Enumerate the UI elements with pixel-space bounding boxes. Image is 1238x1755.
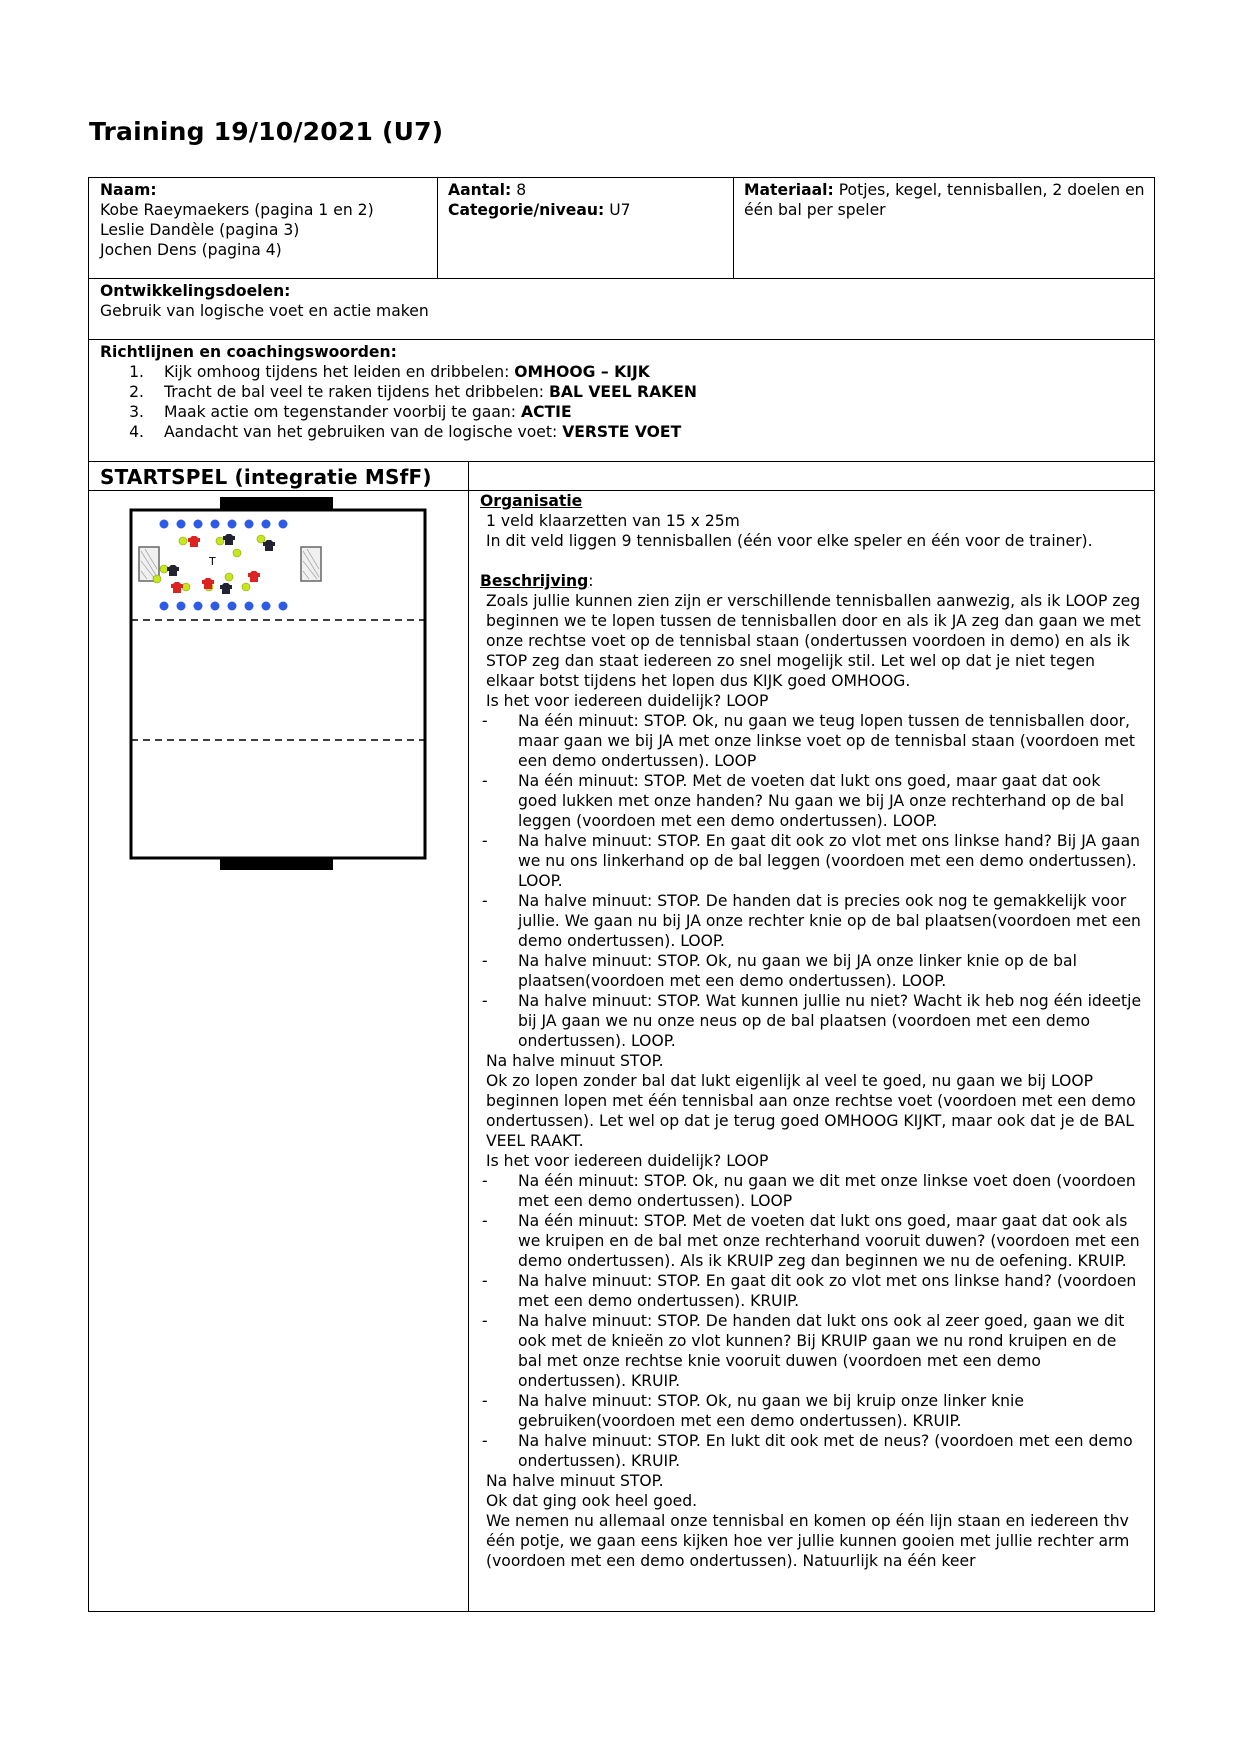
list-text: Na één minuut: STOP. Met de voeten dat lukt ons goed, maar gaat dat ook goed lukken met onze handen? Nu gaan we bij JA onze rechterhand op de bal leggen (voordoen met een demo ondertussen). LOOP. bbox=[518, 772, 1125, 830]
paragraph: We nemen nu allemaal onze tennisbal en komen op één lijn staan en iedereen thv één potje, we gaan eens kijken hoe ver jullie kunnen gooien met jullie rechter arm (voordoen met een demo ondertussen). Natuurlijk na één keer bbox=[486, 1512, 1130, 1570]
materiaal-label: Materiaal: bbox=[744, 181, 834, 199]
list-item bbox=[100, 362, 697, 382]
list-text: Na halve minuut: STOP. En gaat dit ook zo vlot met ons linkse hand? (voordoen met een demo ondertussen). KRUIP. bbox=[518, 1272, 1137, 1310]
ontwikkelingsdoelen-text: Gebruik van logische voet en actie maken bbox=[100, 302, 429, 320]
item-number: 1. bbox=[129, 363, 144, 381]
materiaal-cell bbox=[734, 178, 1154, 278]
paragraph: Na halve minuut STOP. bbox=[486, 1052, 664, 1070]
naam-cell bbox=[89, 178, 438, 278]
startspel-title: STARTSPEL (integratie MSfF) bbox=[89, 462, 469, 490]
list-text: Na halve minuut: STOP. De handen dat lukt ons ook al zeer goed, gaan we dit ook met de knieën zo vlot kunnen? Bij KRUIP gaan we nu rond kruipen en de bal met onze rechtse knie vooruit duwen (voordoen met een demo ondertussen). KRUIP. bbox=[518, 1312, 1125, 1390]
item-number: 4. bbox=[129, 423, 144, 441]
startspel-header-row bbox=[89, 462, 1154, 491]
list-item: - Na halve minuut: STOP. Ok, nu gaan we bij kruip onze linker knie gebruiken(voordoen met een demo ondertussen). KRUIP. bbox=[480, 1391, 1144, 1431]
paragraph: Ok zo lopen zonder bal dat lukt eigenlijk al veel te goed, nu gaan we bij LOOP beginnen lopen met één tennisbal aan onze rechtse voet (voordoen met een demo ondertussen). Let wel op dat je terug goed OMHOOG KIJKT, maar ook dat je de BAL VEEL RAAKT. bbox=[486, 1072, 1136, 1150]
naam-line: Jochen Dens (pagina 4) bbox=[100, 241, 282, 259]
list-text: Na halve minuut: STOP. Ok, nu gaan we bij kruip onze linker knie gebruiken(voordoen met een demo ondertussen). KRUIP. bbox=[518, 1392, 1024, 1430]
list-text: Na halve minuut: STOP. Wat kunnen jullie nu niet? Wacht ik heb nog één ideetje bij JA gaan we nu onze neus op de bal plaatsen (voordoen met een demo ondertussen). LOOP. bbox=[518, 992, 1142, 1050]
colon: : bbox=[588, 572, 594, 590]
list-item: - Na halve minuut: STOP. En gaat dit ook zo vlot met ons linkse hand? (voordoen met een demo ondertussen). KRUIP. bbox=[480, 1271, 1144, 1311]
item-text: Kijk omhoog tijdens het leiden en dribbelen: bbox=[164, 363, 515, 381]
list-item: - Na één minuut: STOP. Ok, nu gaan we teug lopen tussen de tennisballen door, maar gaan we bij JA met onze linkse voet op de tennisbal staan (voordoen met een demo ondertussen). LOOP bbox=[480, 711, 1144, 771]
paragraph: Is het voor iedereen duidelijk? LOOP bbox=[486, 692, 769, 710]
paragraph: Na halve minuut STOP. bbox=[486, 1472, 664, 1490]
organisatie-line: 1 veld klaarzetten van 15 x 25m bbox=[486, 512, 740, 530]
paragraph: Is het voor iedereen duidelijk? LOOP bbox=[486, 1152, 769, 1170]
list-item: - Na één minuut: STOP. Met de voeten dat lukt ons goed, maar gaat dat ook als we kruipen en de bal met onze rechterhand vooruit duwen? (voordoen met een demo ondertussen). Als ik KRUIP zeg dan beginnen we nu de oefening. KRUIP. bbox=[480, 1211, 1144, 1271]
cones-top bbox=[160, 520, 288, 529]
list-item: - Na halve minuut: STOP. De handen dat is precies ook nog te gemakkelijk voor jullie. We gaan nu bij JA onze rechter knie op de bal plaatsen(voordoen met een demo ondertussen). LOOP. bbox=[480, 891, 1144, 951]
list-item: - Na halve minuut: STOP. Wat kunnen jullie nu niet? Wacht ik heb nog één ideetje bij JA gaan we nu onze neus op de bal plaatsen (voordoen met een demo ondertussen). LOOP. bbox=[480, 991, 1144, 1051]
list-text: Na één minuut: STOP. Ok, nu gaan we dit met onze linkse voet doen (voordoen met een demo ondertussen). LOOP bbox=[518, 1172, 1136, 1210]
coaching-word: OMHOOG – KIJK bbox=[514, 363, 650, 381]
empty-cell bbox=[469, 462, 1154, 490]
richtlijnen-row bbox=[89, 340, 1154, 462]
list-text: Na één minuut: STOP. Met de voeten dat lukt ons goed, maar gaat dat ook als we kruipen en de bal met onze rechterhand vooruit duwen? (voordoen met een demo ondertussen). Als ik KRUIP zeg dan beginnen we nu de oefening. KRUIP. bbox=[518, 1212, 1140, 1270]
naam-label: Naam: bbox=[100, 181, 157, 199]
materiaal-value: Potjes, kegel, tennisballen, 2 doelen en één bal per speler bbox=[744, 181, 1145, 219]
organisatie-line: In dit veld liggen 9 tennisballen (één voor elke speler en één voor de trainer). bbox=[486, 532, 1093, 550]
richtlijnen-list bbox=[100, 362, 697, 442]
aantal-value: 8 bbox=[511, 181, 527, 199]
field-diagram bbox=[89, 491, 469, 871]
aantal-cell bbox=[438, 178, 734, 278]
coaching-word: VERSTE VOET bbox=[562, 423, 682, 441]
richtlijnen-label: Richtlijnen en coachingswoorden: bbox=[100, 343, 397, 361]
paragraph: Ok dat ging ook heel goed. bbox=[486, 1492, 698, 1510]
categorie-label: Categorie/niveau: bbox=[448, 201, 605, 219]
aantal-label: Aantal: bbox=[448, 181, 512, 199]
ontwikkelingsdoelen-label: Ontwikkelingsdoelen: bbox=[100, 282, 291, 300]
list-item bbox=[100, 422, 697, 442]
list-text: Na halve minuut: STOP. En lukt dit ook met de neus? (voordoen met een demo ondertussen). KRUIP. bbox=[518, 1432, 1133, 1470]
coaching-word: ACTIE bbox=[521, 403, 572, 421]
field-outline bbox=[131, 510, 425, 858]
diagram-cell bbox=[89, 491, 469, 1611]
list-item: - Na halve minuut: STOP. En gaat dit ook zo vlot met ons linkse hand? Bij JA gaan we nu ons linkerhand op de bal leggen (voordoen met een demo ondertussen). LOOP. bbox=[480, 831, 1144, 891]
richtlijnen-cell bbox=[89, 340, 708, 461]
item-text: Aandacht van het gebruiken van de logische voet: bbox=[164, 423, 563, 441]
paragraph: Zoals jullie kunnen zien zijn er verschillende tennisballen aanwezig, als ik LOOP zeg beginnen we te lopen tussen de tennisballen door en als ik JA zeg dan gaan we met onze rechtse voet op de tennisbal staan (ondertussen voordoen in demo) en als ik STOP zeg dan staat iedereen zo snel mogelijk stil. Let wel op dat je niet tegen elkaar botst tijdens het lopen dus KIJK goed OMHOOG. bbox=[486, 592, 1141, 690]
beschrijving-heading: Beschrijving bbox=[480, 572, 589, 590]
small-goal-right bbox=[301, 547, 321, 581]
list-item: - Na één minuut: STOP. Ok, nu gaan we dit met onze linkse voet doen (voordoen met een demo ondertussen). LOOP bbox=[480, 1171, 1144, 1211]
description-cell bbox=[469, 491, 1154, 1611]
coaching-word: BAL VEEL RAKEN bbox=[549, 383, 697, 401]
list-item bbox=[100, 382, 697, 402]
training-table bbox=[88, 177, 1155, 1612]
list-item: - Na één minuut: STOP. Met de voeten dat lukt ons goed, maar gaat dat ook goed lukken met onze handen? Nu gaan we bij JA onze rechterhand op de bal leggen (voordoen met een demo ondertussen). LOOP. bbox=[480, 771, 1144, 831]
naam-line: Leslie Dandèle (pagina 3) bbox=[100, 221, 300, 239]
document-title: Training 19/10/2021 (U7) bbox=[89, 117, 444, 146]
goal-top bbox=[220, 497, 333, 510]
startspel-content-row bbox=[89, 491, 1154, 1611]
list-item: - Na halve minuut: STOP. De handen dat lukt ons ook al zeer goed, gaan we dit ook met de knieën zo vlot kunnen? Bij KRUIP gaan we nu rond kruipen en de bal met onze rechtse knie vooruit duwen (voordoen met een demo ondertussen). KRUIP. bbox=[480, 1311, 1144, 1391]
ontwikkelingsdoelen-cell bbox=[89, 279, 440, 339]
item-number: 3. bbox=[129, 403, 144, 421]
header-row bbox=[89, 178, 1154, 279]
organisatie-heading: Organisatie bbox=[480, 492, 583, 510]
naam-line: Kobe Raeymaekers (pagina 1 en 2) bbox=[100, 201, 374, 219]
list-item: - Na halve minuut: STOP. Ok, nu gaan we bij JA onze linker knie op de bal plaatsen(voordoen met een demo ondertussen). LOOP. bbox=[480, 951, 1144, 991]
trainer-label: T bbox=[209, 555, 216, 568]
list-text: Na één minuut: STOP. Ok, nu gaan we teug lopen tussen de tennisballen door, maar gaan we bij JA met onze linkse voet op de tennisbal staan (voordoen met een demo ondertussen). LOOP bbox=[518, 712, 1136, 770]
cones-bottom bbox=[160, 602, 288, 611]
list-text: Na halve minuut: STOP. Ok, nu gaan we bij JA onze linker knie op de bal plaatsen(voordoen met een demo ondertussen). LOOP. bbox=[518, 952, 1077, 990]
list-item bbox=[100, 402, 697, 422]
ontwikkelingsdoelen-row bbox=[89, 279, 1154, 340]
categorie-value: U7 bbox=[604, 201, 631, 219]
list-item: - Na halve minuut: STOP. En lukt dit ook met de neus? (voordoen met een demo ondertussen). KRUIP. bbox=[480, 1431, 1144, 1471]
item-text: Maak actie om tegenstander voorbij te gaan: bbox=[164, 403, 521, 421]
item-number: 2. bbox=[129, 383, 144, 401]
list-text: Na halve minuut: STOP. De handen dat is precies ook nog te gemakkelijk voor jullie. We gaan nu bij JA onze rechter knie op de bal plaatsen(voordoen met een demo ondertussen). LOOP. bbox=[518, 892, 1141, 950]
list-text: Na halve minuut: STOP. En gaat dit ook zo vlot met ons linkse hand? Bij JA gaan we nu ons linkerhand op de bal leggen (voordoen met een demo ondertussen). LOOP. bbox=[518, 832, 1141, 890]
item-text: Tracht de bal veel te raken tijdens het dribbelen: bbox=[164, 383, 549, 401]
